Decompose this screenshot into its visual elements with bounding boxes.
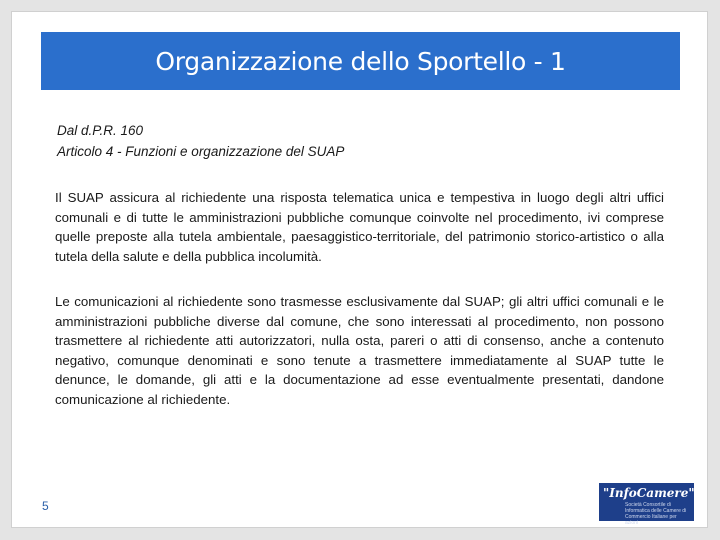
slide-title: Organizzazione dello Sportello - 1 <box>155 46 566 76</box>
logo-name: "InfoCamere" <box>603 486 695 500</box>
paragraph-1: Il SUAP assicura al richiedente una risposta telematica unica e tempestiva in luogo degli altri uffici comunali e di tutte le amministrazioni pubbliche comunque coinvolte nel procedimento, ivi comprese quelle preposte alla tutela ambientale, paesaggistico-territoriale, del patrimonio storico-artistico o alla tutela della salute e della pubblica incolumità. <box>55 190 664 264</box>
paragraph-2: Le comunicazioni al richiedente sono trasmesse esclusivamente dal SUAP; gli altri uffici comunali e le amministrazioni pubbliche diverse dal comune, che sono interessati al procedimento, non possono trasmettere al richiedente atti autorizzatori, nulla osta, pareri o atti di consenso, anche a contenuto negativo, comunque denominati e sono tenute a trasmettere immediatamente al SUAP tutte le denunce, le domande, gli atti e la documentazione ad esse eventualmente presentati, dandone comunicazione al richiedente. <box>55 294 664 407</box>
page-number: 5 <box>42 499 49 513</box>
slide <box>11 11 708 528</box>
title-bar <box>41 32 680 90</box>
reference <box>57 120 344 162</box>
infocamere-logo <box>599 483 695 526</box>
reference-source: Dal d.P.R. 160 <box>57 123 144 138</box>
reference-article: Articolo 4 - Funzioni e organizzazione del SUAP <box>57 144 345 159</box>
logo-tagline: Società Consortile di Informatica delle Camere di Commercio Italiane per azioni <box>625 502 687 526</box>
